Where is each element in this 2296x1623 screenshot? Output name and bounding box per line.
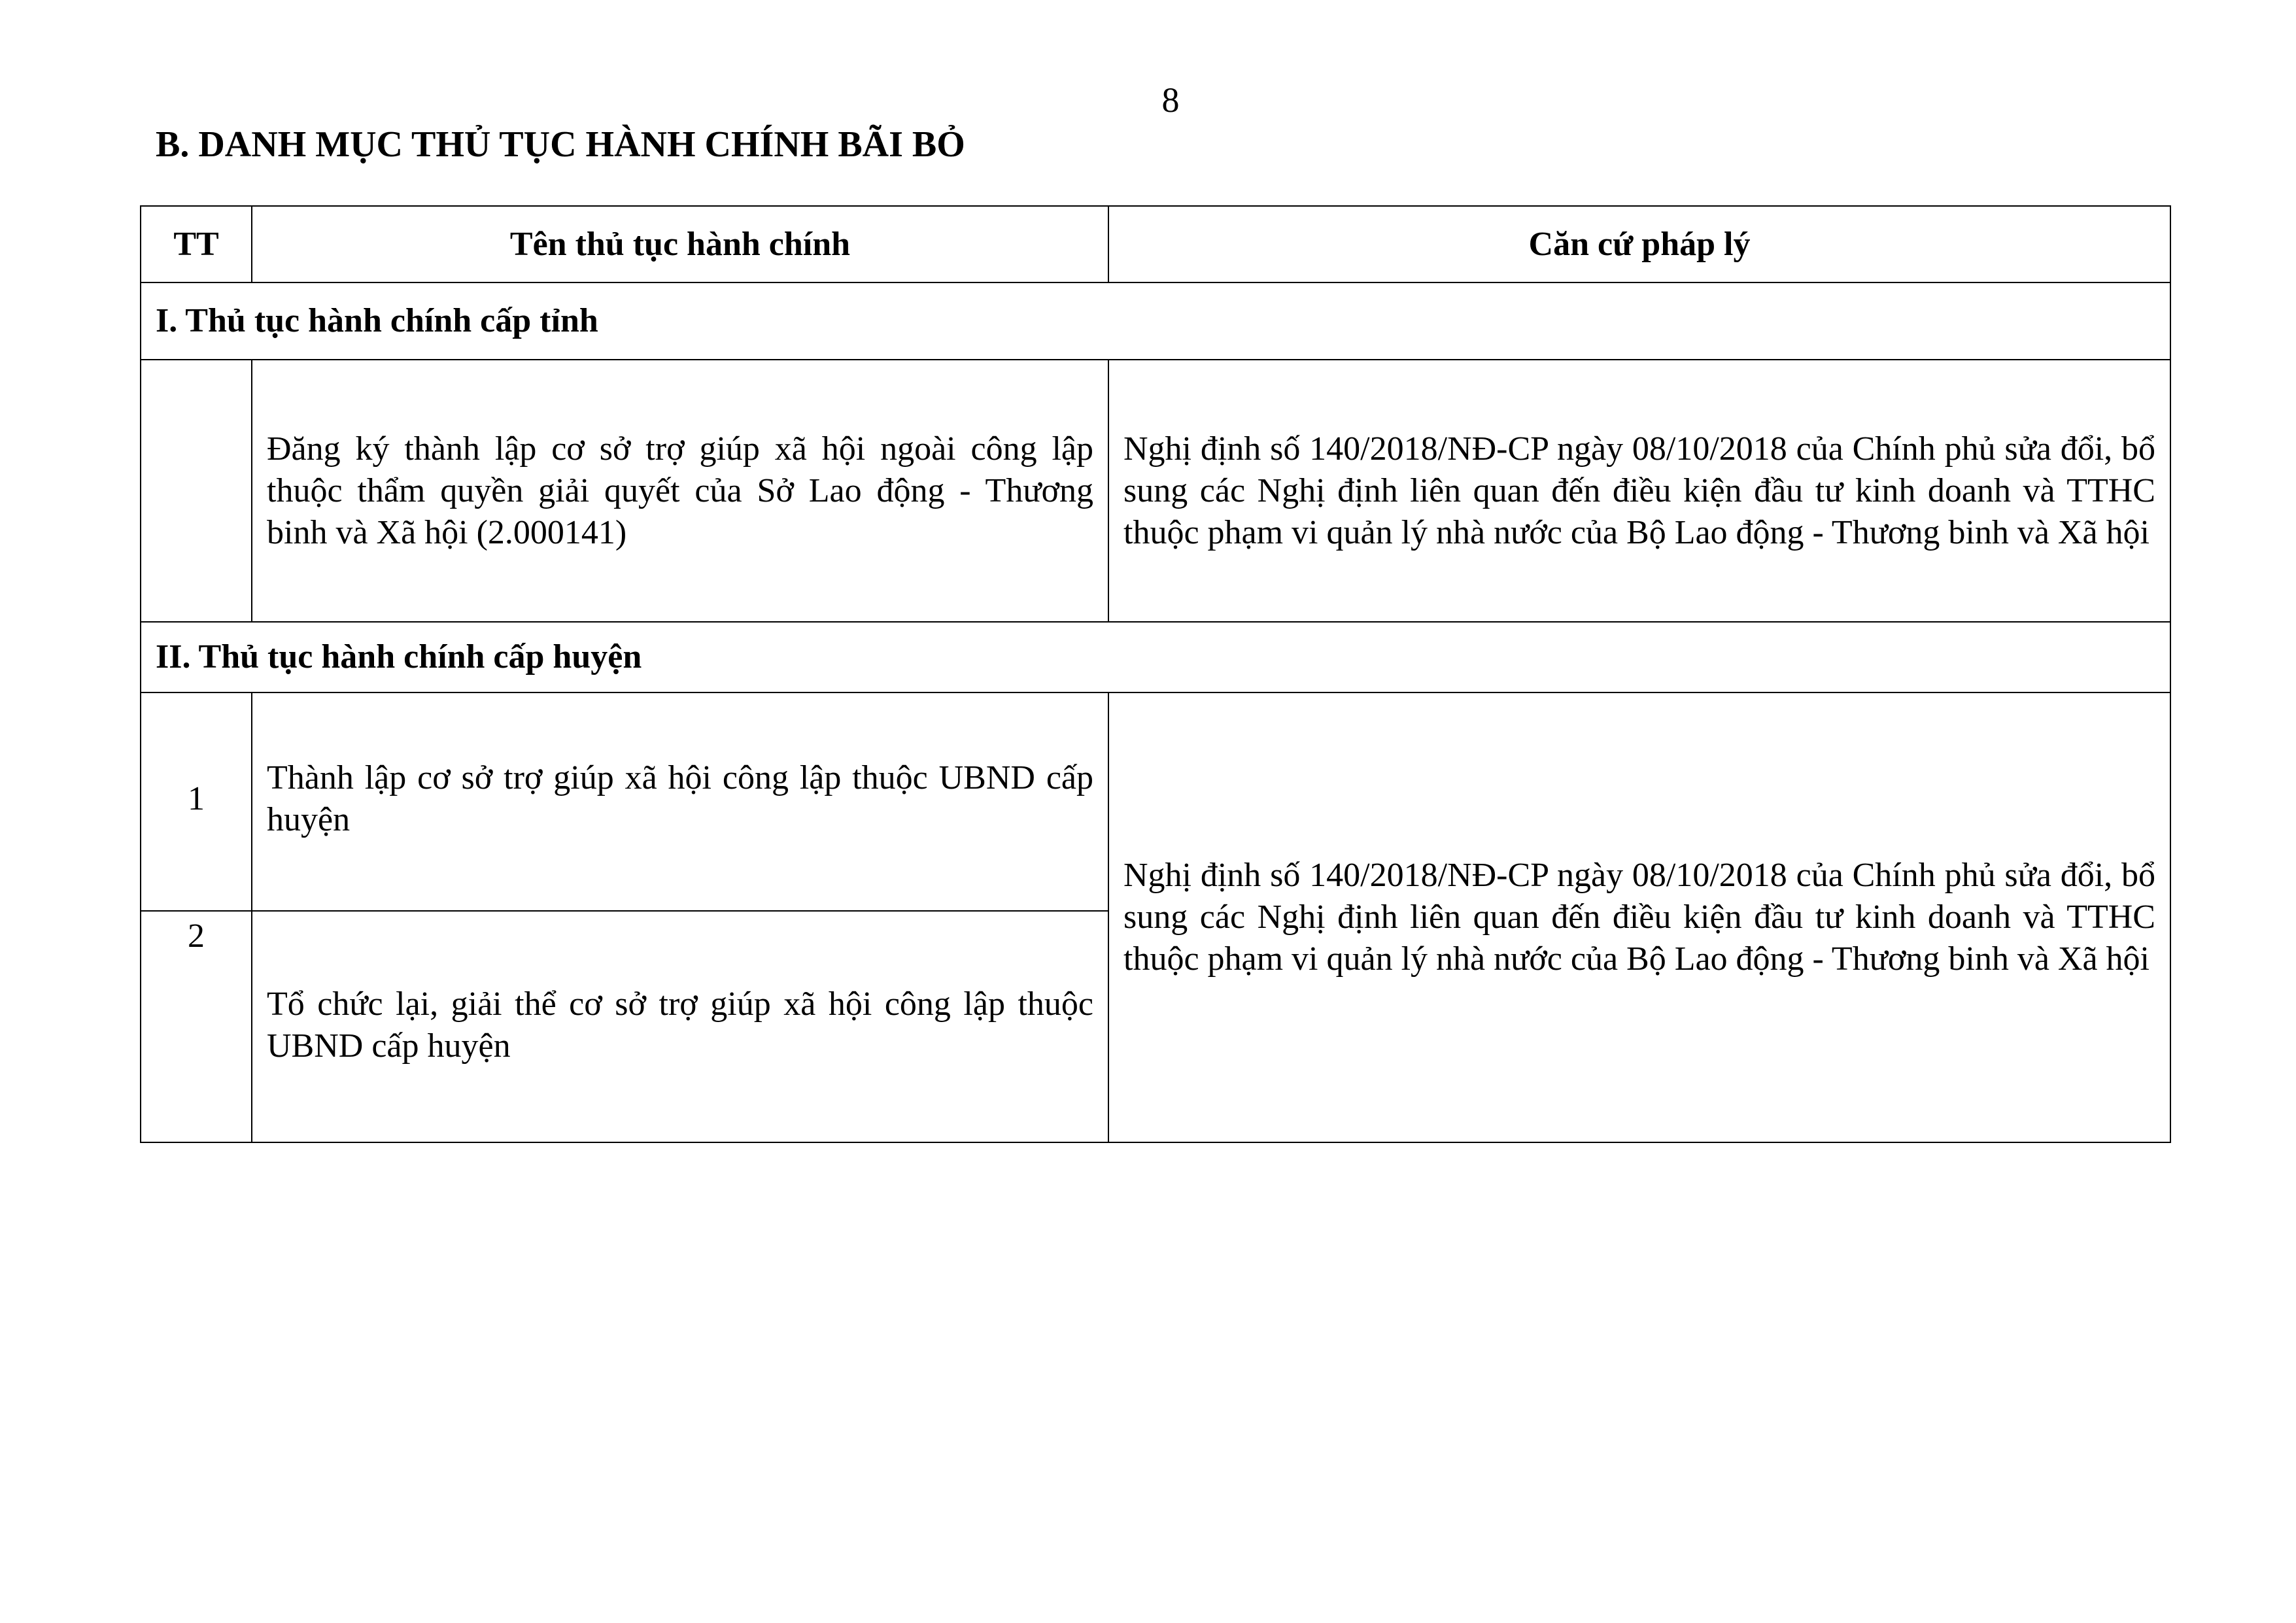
row-tt: 2 [141, 911, 252, 1142]
table-row [141, 692, 2170, 911]
page-number: 8 [1161, 80, 1180, 120]
row-legal-basis: Nghị định số 140/2018/NĐ-CP ngày 08/10/2018 của Chính phủ sửa đổi, bổ sung các Nghị định liên quan đến điều kiện đầu tư kinh doanh và TTHC thuộc phạm vi quản lý nhà nước của Bộ Lao động - Thương binh và Xã hội [1108, 692, 2170, 1142]
row-tt [141, 360, 252, 622]
group-title-provincial: I. Thủ tục hành chính cấp tỉnh [141, 282, 2170, 360]
group-row-provincial [141, 282, 2170, 360]
section-title: B. DANH MỤC THỦ TỤC HÀNH CHÍNH BÃI BỎ [156, 124, 965, 165]
row-legal-basis: Nghị định số 140/2018/NĐ-CP ngày 08/10/2018 của Chính phủ sửa đổi, bổ sung các Nghị định liên quan đến điều kiện đầu tư kinh doanh và TTHC thuộc phạm vi quản lý nhà nước của Bộ Lao động - Thương binh và Xã hội [1108, 360, 2170, 622]
header-legal-basis: Căn cứ pháp lý [1108, 206, 2170, 282]
row-procedure-name: Đăng ký thành lập cơ sở trợ giúp xã hội ngoài công lập thuộc thẩm quyền giải quyết của Sở Lao động - Thương binh và Xã hội (2.000141) [252, 360, 1108, 622]
table-header-row [141, 206, 2170, 282]
row-procedure-name: Tổ chức lại, giải thể cơ sở trợ giúp xã hội công lập thuộc UBND cấp huyện [252, 911, 1108, 1142]
group-title-district: II. Thủ tục hành chính cấp huyện [141, 622, 2170, 692]
row-procedure-name: Thành lập cơ sở trợ giúp xã hội công lập thuộc UBND cấp huyện [252, 692, 1108, 911]
group-row-district [141, 622, 2170, 692]
row-tt: 1 [141, 692, 252, 911]
table-row [141, 360, 2170, 622]
header-tt: TT [141, 206, 252, 282]
header-procedure-name: Tên thủ tục hành chính [252, 206, 1108, 282]
procedures-table [140, 205, 2171, 1143]
